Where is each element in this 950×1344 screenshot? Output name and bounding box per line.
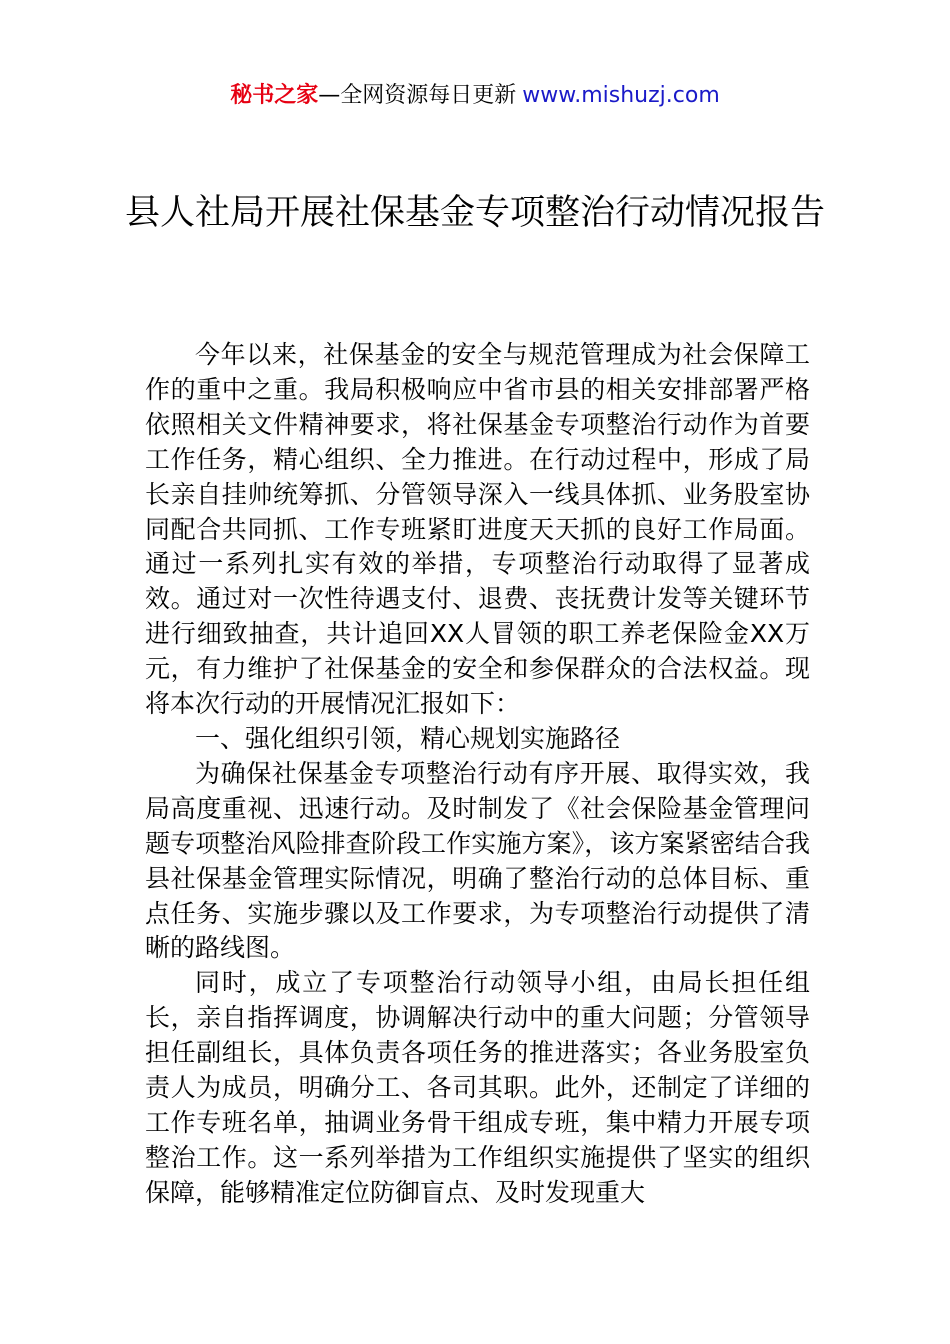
paragraph-intro: 今年以来，社保基金的安全与规范管理成为社会保障工作的重中之重。我局积极响应中省市县的相关安排部署严格依照相关文件精神要求，将社保基金专项整治行动作为首要工作任务，精心组织、全力推进。在行动过程中，形成了局长亲自挂帅统筹抓、分管领导深入一线具体抓、业务股室协同配合共同抓、工作专班紧盯进度天天抓的良好工作局面。通过一系列扎实有效的举措，专项整治行动取得了显著成效。通过对一次性待遇支付、退费、丧抚费计发等关键环节进行细致抽查，共计追回XX人冒领的职工养老保险金XX万元，有力维护了社保基金的安全和参保群众的合法权益。现将本次行动的开展情况汇报如下： <box>145 340 810 719</box>
document-title: 县人社局开展社保基金专项整治行动情况报告 <box>124 193 825 233</box>
site-header <box>0 80 950 112</box>
paragraph-plan: 为确保社保基金专项整治行动有序开展、取得实效，我局高度重视、迅速行动。及时制发了《社会保险基金管理问题专项整治风险排查阶段工作实施方案》，该方案紧密结合我县社保基金管理实际情况，明确了整治行动的总体目标、重点任务、实施步骤以及工作要求，为专项整治行动提供了清晰的路线图。 <box>145 758 810 963</box>
site-tagline: —全网资源每日更新 <box>318 83 517 108</box>
paragraph-team: 同时，成立了专项整治行动领导小组，由局长担任组长，亲自指挥调度，协调解决行动中的重大问题；分管领导担任副组长，具体负责各项任务的推进落实；各业务股室负责人为成员，明确分工、各司其职。此外，还制定了详细的工作专班名单，抽调业务骨干组成专班，集中精力开展专项整治工作。这一系列举措为工作组织实施提供了坚实的组织保障，能够精准定位防御盲点、及时发现重大 <box>145 968 810 1207</box>
section-heading-1: 一、强化组织引领，精心规划实施路径 <box>195 723 621 753</box>
document-body <box>145 338 810 1211</box>
site-brand: 秘书之家 <box>230 83 319 108</box>
site-url-link[interactable]: www.mishuzj.com <box>522 83 720 108</box>
